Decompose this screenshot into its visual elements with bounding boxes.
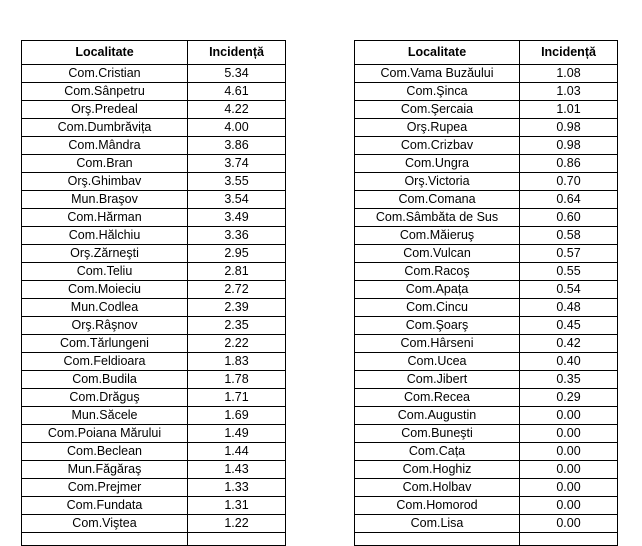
incidence-cell: 1.22 [188, 515, 286, 533]
locality-cell: Com.Măieruş [355, 227, 520, 245]
locality-cell: Com.Comana [355, 191, 520, 209]
locality-cell: Com.Poiana Mărului [22, 425, 188, 443]
incidence-cell: 1.08 [520, 65, 618, 83]
incidence-cell: 0.57 [520, 245, 618, 263]
table-row [22, 317, 286, 335]
locality-cell: Com.Hălchiu [22, 227, 188, 245]
column-header-incidenta: Incidență [188, 41, 286, 65]
table-row [355, 155, 618, 173]
table-row [22, 407, 286, 425]
table-row [355, 371, 618, 389]
locality-cell [22, 533, 188, 546]
incidence-cell: 0.00 [520, 461, 618, 479]
locality-cell: Com.Tărlungeni [22, 335, 188, 353]
table-row [22, 119, 286, 137]
table-row [22, 209, 286, 227]
table-row [355, 407, 618, 425]
incidence-cell: 1.03 [520, 83, 618, 101]
table-row [22, 83, 286, 101]
locality-cell: Com.Recea [355, 389, 520, 407]
table-row [22, 299, 286, 317]
table-row [22, 65, 286, 83]
locality-cell: Com.Cața [355, 443, 520, 461]
table-row [355, 353, 618, 371]
column-header-localitate: Localitate [22, 41, 188, 65]
incidence-cell: 1.43 [188, 461, 286, 479]
incidence-cell: 0.64 [520, 191, 618, 209]
incidence-cell: 2.81 [188, 263, 286, 281]
locality-cell: Com.Holbav [355, 479, 520, 497]
locality-cell: Orş.Rupea [355, 119, 520, 137]
incidence-cell: 0.29 [520, 389, 618, 407]
table-row [355, 281, 618, 299]
column-header-incidenta: Incidență [520, 41, 618, 65]
incidence-cell: 2.35 [188, 317, 286, 335]
locality-cell: Com.Viştea [22, 515, 188, 533]
locality-cell: Com.Augustin [355, 407, 520, 425]
locality-cell: Com.Şinca [355, 83, 520, 101]
incidence-cell: 1.69 [188, 407, 286, 425]
locality-cell: Orş.Râşnov [22, 317, 188, 335]
table-row [22, 461, 286, 479]
locality-cell: Com.Şoarş [355, 317, 520, 335]
locality-cell: Com.Cincu [355, 299, 520, 317]
table-row-cut-off [22, 533, 286, 546]
incidence-cell: 1.31 [188, 497, 286, 515]
table-row [355, 263, 618, 281]
table-row [355, 479, 618, 497]
table-row [355, 209, 618, 227]
incidence-cell: 0.55 [520, 263, 618, 281]
table-row [22, 155, 286, 173]
table-row [22, 245, 286, 263]
locality-cell: Orş.Zărneşti [22, 245, 188, 263]
incidence-table-left [21, 40, 286, 546]
table-row [22, 479, 286, 497]
table-row [22, 389, 286, 407]
incidence-cell: 3.36 [188, 227, 286, 245]
table-row [355, 335, 618, 353]
incidence-cell: 1.01 [520, 101, 618, 119]
incidence-cell: 3.49 [188, 209, 286, 227]
table-row-cut-off [355, 533, 618, 546]
table-row [355, 299, 618, 317]
table-row [355, 101, 618, 119]
incidence-cell: 4.00 [188, 119, 286, 137]
locality-cell: Mun.Braşov [22, 191, 188, 209]
table-row [22, 443, 286, 461]
incidence-cell: 3.54 [188, 191, 286, 209]
incidence-cell: 0.98 [520, 137, 618, 155]
locality-cell: Com.Sânpetru [22, 83, 188, 101]
locality-cell: Com.Şercaia [355, 101, 520, 119]
locality-cell: Com.Ungra [355, 155, 520, 173]
table-row [355, 317, 618, 335]
locality-cell: Com.Jibert [355, 371, 520, 389]
incidence-cell: 4.61 [188, 83, 286, 101]
table-header-row [355, 41, 618, 65]
incidence-cell: 1.83 [188, 353, 286, 371]
locality-cell: Com.Feldioara [22, 353, 188, 371]
incidence-cell: 3.55 [188, 173, 286, 191]
locality-cell: Com.Crizbav [355, 137, 520, 155]
locality-cell: Mun.Săcele [22, 407, 188, 425]
incidence-cell: 3.74 [188, 155, 286, 173]
incidence-cell: 1.49 [188, 425, 286, 443]
table-row [355, 461, 618, 479]
locality-cell: Com.Vulcan [355, 245, 520, 263]
locality-cell: Com.Teliu [22, 263, 188, 281]
incidence-cell: 0.00 [520, 515, 618, 533]
incidence-cell: 0.00 [520, 425, 618, 443]
table-row [355, 119, 618, 137]
table-header-row [22, 41, 286, 65]
locality-cell: Com.Sâmbăta de Sus [355, 209, 520, 227]
incidence-cell: 1.33 [188, 479, 286, 497]
incidence-cell: 1.78 [188, 371, 286, 389]
table-row [355, 191, 618, 209]
locality-cell: Com.Drăguş [22, 389, 188, 407]
locality-cell: Com.Apața [355, 281, 520, 299]
incidence-cell: 0.60 [520, 209, 618, 227]
locality-cell: Orş.Victoria [355, 173, 520, 191]
table-row [22, 263, 286, 281]
incidence-cell: 0.00 [520, 497, 618, 515]
column-header-localitate: Localitate [355, 41, 520, 65]
incidence-cell: 0.40 [520, 353, 618, 371]
table-row [22, 353, 286, 371]
table-row [22, 191, 286, 209]
locality-cell: Mun.Făgăraş [22, 461, 188, 479]
table-row [355, 83, 618, 101]
table-row [22, 101, 286, 119]
locality-cell: Com.Bran [22, 155, 188, 173]
locality-cell: Com.Ucea [355, 353, 520, 371]
locality-cell: Com.Budila [22, 371, 188, 389]
table-row [22, 173, 286, 191]
incidence-cell [520, 533, 618, 546]
locality-cell: Com.Fundata [22, 497, 188, 515]
locality-cell: Com.Dumbrăvița [22, 119, 188, 137]
locality-cell: Com.Lisa [355, 515, 520, 533]
incidence-cell: 0.35 [520, 371, 618, 389]
table-row [22, 137, 286, 155]
table-row [355, 137, 618, 155]
locality-cell: Mun.Codlea [22, 299, 188, 317]
incidence-table-right [354, 40, 618, 546]
table-row [22, 515, 286, 533]
incidence-cell: 2.95 [188, 245, 286, 263]
locality-cell: Com.Prejmer [22, 479, 188, 497]
locality-cell: Com.Hoghiz [355, 461, 520, 479]
locality-cell: Com.Buneşti [355, 425, 520, 443]
locality-cell: Com.Hărman [22, 209, 188, 227]
table-row [22, 281, 286, 299]
locality-cell [355, 533, 520, 546]
table-row [355, 515, 618, 533]
locality-cell: Com.Homorod [355, 497, 520, 515]
incidence-cell: 0.00 [520, 407, 618, 425]
incidence-cell: 0.98 [520, 119, 618, 137]
table-row [355, 389, 618, 407]
incidence-cell: 0.54 [520, 281, 618, 299]
incidence-cell: 0.86 [520, 155, 618, 173]
table-row [22, 371, 286, 389]
table-row [355, 65, 618, 83]
incidence-cell [188, 533, 286, 546]
locality-cell: Com.Vama Buzăului [355, 65, 520, 83]
incidence-cell: 2.72 [188, 281, 286, 299]
locality-cell: Com.Beclean [22, 443, 188, 461]
incidence-cell: 1.71 [188, 389, 286, 407]
table-row [22, 425, 286, 443]
incidence-cell: 2.39 [188, 299, 286, 317]
table-row [355, 173, 618, 191]
incidence-cell: 0.42 [520, 335, 618, 353]
incidence-cell: 0.48 [520, 299, 618, 317]
incidence-cell: 0.45 [520, 317, 618, 335]
locality-cell: Orş.Predeal [22, 101, 188, 119]
table-row [355, 443, 618, 461]
table-row [355, 245, 618, 263]
incidence-cell: 1.44 [188, 443, 286, 461]
locality-cell: Com.Mândra [22, 137, 188, 155]
table-row [22, 227, 286, 245]
incidence-cell: 0.00 [520, 443, 618, 461]
incidence-cell: 3.86 [188, 137, 286, 155]
locality-cell: Orş.Ghimbav [22, 173, 188, 191]
incidence-cell: 0.00 [520, 479, 618, 497]
locality-cell: Com.Moieciu [22, 281, 188, 299]
table-row [22, 335, 286, 353]
table-row [355, 425, 618, 443]
incidence-cell: 2.22 [188, 335, 286, 353]
locality-cell: Com.Cristian [22, 65, 188, 83]
table-row [22, 497, 286, 515]
locality-cell: Com.Racoş [355, 263, 520, 281]
locality-cell: Com.Hârseni [355, 335, 520, 353]
table-row [355, 497, 618, 515]
incidence-cell: 0.58 [520, 227, 618, 245]
incidence-cell: 0.70 [520, 173, 618, 191]
incidence-cell: 4.22 [188, 101, 286, 119]
incidence-cell: 5.34 [188, 65, 286, 83]
table-row [355, 227, 618, 245]
